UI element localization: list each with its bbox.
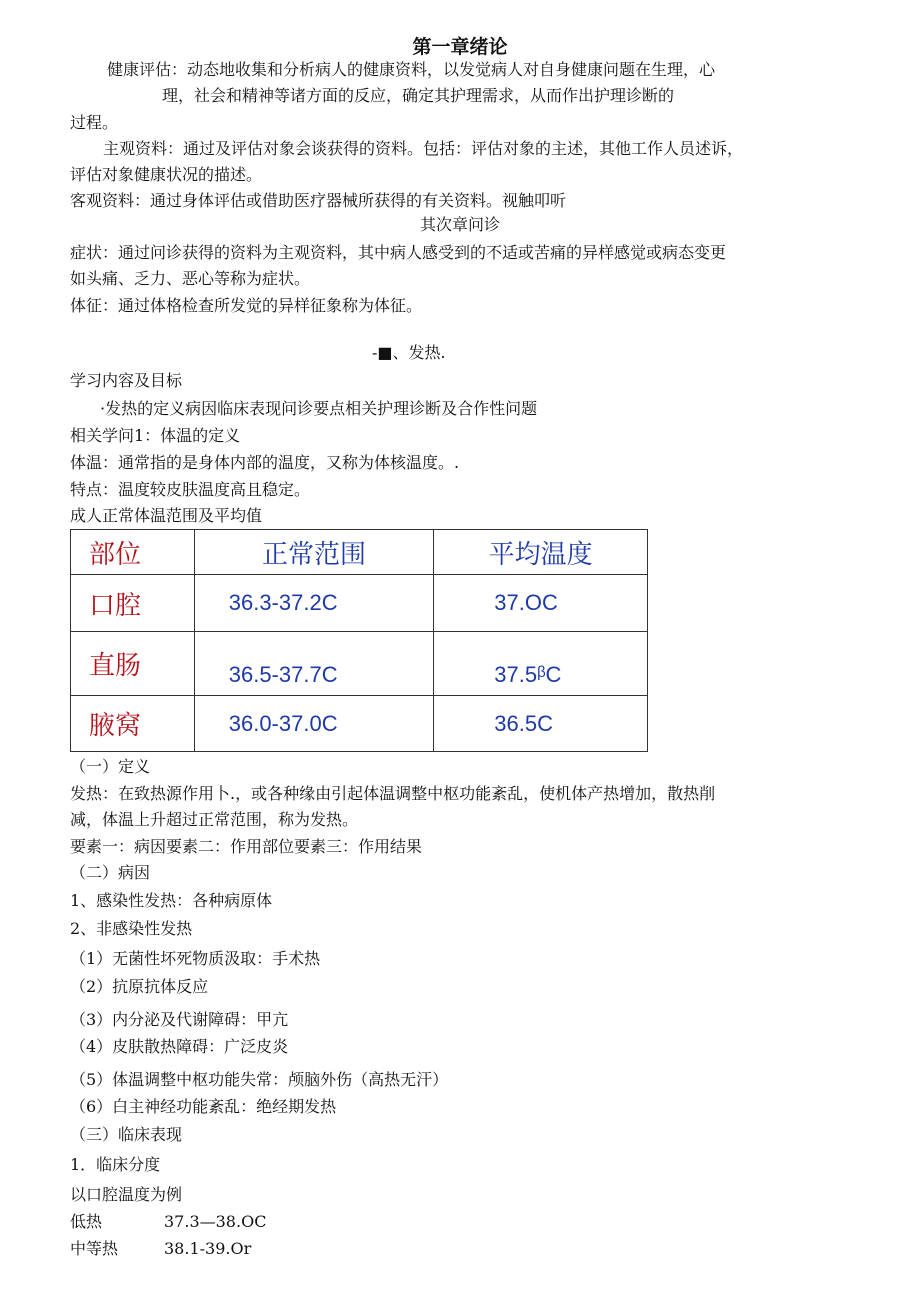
health-assessment-line2: 理，社会和精神等诸方面的反应，确定其护理需求，从而作出护理诊断的 <box>162 86 675 105</box>
row-site: 直肠 <box>71 632 195 696</box>
row-range: 36.5-37.7C <box>194 632 434 696</box>
row-average: 37.5ᵝC <box>434 632 648 696</box>
cause-infectious: 1、感染性发热：各种病原体 <box>70 891 273 910</box>
cause-noninfectious: 2、非感染性发热 <box>70 919 193 938</box>
section-fever: -■、发热. <box>372 343 446 362</box>
list-item: （4）皮肤散热障碍：广泛皮炎 <box>70 1037 289 1056</box>
chapter2-heading: 其次章问诊 <box>419 215 500 234</box>
list-item: （1）无菌性坏死物质汲取：手术热 <box>70 949 321 968</box>
oral-basis: 以口腔温度为例 <box>70 1185 183 1204</box>
subjective-line1: 主观资料：通过及评估对象会谈获得的资料。包括：评估对象的主述，其他工作人员述诉， <box>103 139 744 158</box>
health-assessment-line1: 健康评估：动态地收集和分析病人的健康资料，以发觉病人对自身健康问题在生理，心 <box>107 60 716 79</box>
clinical-heading: （三）临床表现 <box>70 1125 183 1144</box>
table-row <box>71 696 648 752</box>
sign-def: 体征：通过体格检查所发觉的异样征象称为体征。 <box>70 296 423 315</box>
grade-name: 低热 <box>70 1212 103 1231</box>
knowledge1: 相关学问1：体温的定义 <box>70 426 241 445</box>
list-item: （6）白主神经功能紊乱：绝经期发热 <box>70 1097 337 1116</box>
temperature-table <box>70 529 648 752</box>
symptom-line1: 症状：通过问诊获得的资料为主观资料，其中病人感受到的不适或苦痛的异样感觉或病态变更 <box>70 243 727 262</box>
subjective-line2: 评估对象健康状况的描述。 <box>70 165 263 184</box>
grade-range: 38.1-39.Or <box>164 1239 252 1258</box>
feature-text: 特点：温度较皮肤温度高且稳定。 <box>70 480 311 499</box>
fever-def-line1: 发热：在致热源作用卜.，或各种缘由引起体温调整中枢功能紊乱，使机体产热增加，散热削 <box>70 784 716 803</box>
learning-title: 学习内容及目标 <box>70 371 183 390</box>
symptom-line2: 如头痛、乏力、恶心等称为症状。 <box>70 269 311 288</box>
table-title: 成人正常体温范围及平均值 <box>70 506 263 525</box>
list-item: （3）内分泌及代谢障碍：甲亢 <box>70 1010 289 1029</box>
row-average: 36.5C <box>434 696 648 752</box>
definition-heading: （一）定义 <box>70 757 151 776</box>
row-average: 37.OC <box>434 575 648 632</box>
objective-data: 客观资料：通过身体评估或借助医疗器械所获得的有关资料。视触叩听 <box>70 191 567 210</box>
table-row <box>71 632 648 696</box>
row-range: 36.3-37.2C <box>194 575 434 632</box>
header-range: 正常范围 <box>194 530 434 575</box>
page-title: 第一章绪论 <box>412 36 508 58</box>
learning-item: ·发热的定义病因临床表现问诊要点相关护理诊断及合作性问题 <box>100 399 538 418</box>
header-average: 平均温度 <box>434 530 648 575</box>
row-range: 36.0-37.0C <box>194 696 434 752</box>
row-site: 口腔 <box>71 575 195 632</box>
health-assessment-line3: 过程。 <box>70 113 119 132</box>
list-item: （2）抗原抗体反应 <box>70 977 209 996</box>
grade-name: 中等热 <box>70 1239 119 1258</box>
table-row <box>71 575 648 632</box>
cause-heading: （二）病因 <box>70 863 151 882</box>
grade-range: 37.3—38.OC <box>164 1212 267 1231</box>
header-site: 部位 <box>71 530 195 575</box>
elements-text: 要素一：病因要素二：作用部位要素三：作用结果 <box>70 837 423 856</box>
fever-def-line2: 减，体温上升超过正常范围，称为发热。 <box>70 810 359 829</box>
table-header-row <box>71 530 648 575</box>
list-item: （5）体温调整中枢功能失常：颅脑外伤（高热无汗） <box>70 1070 449 1089</box>
body-temp-def: 体温：通常指的是身体内部的温度，又称为体核温度。. <box>70 453 460 472</box>
row-site: 腋窝 <box>71 696 195 752</box>
clinical-grade: 1．临床分度 <box>70 1155 161 1174</box>
